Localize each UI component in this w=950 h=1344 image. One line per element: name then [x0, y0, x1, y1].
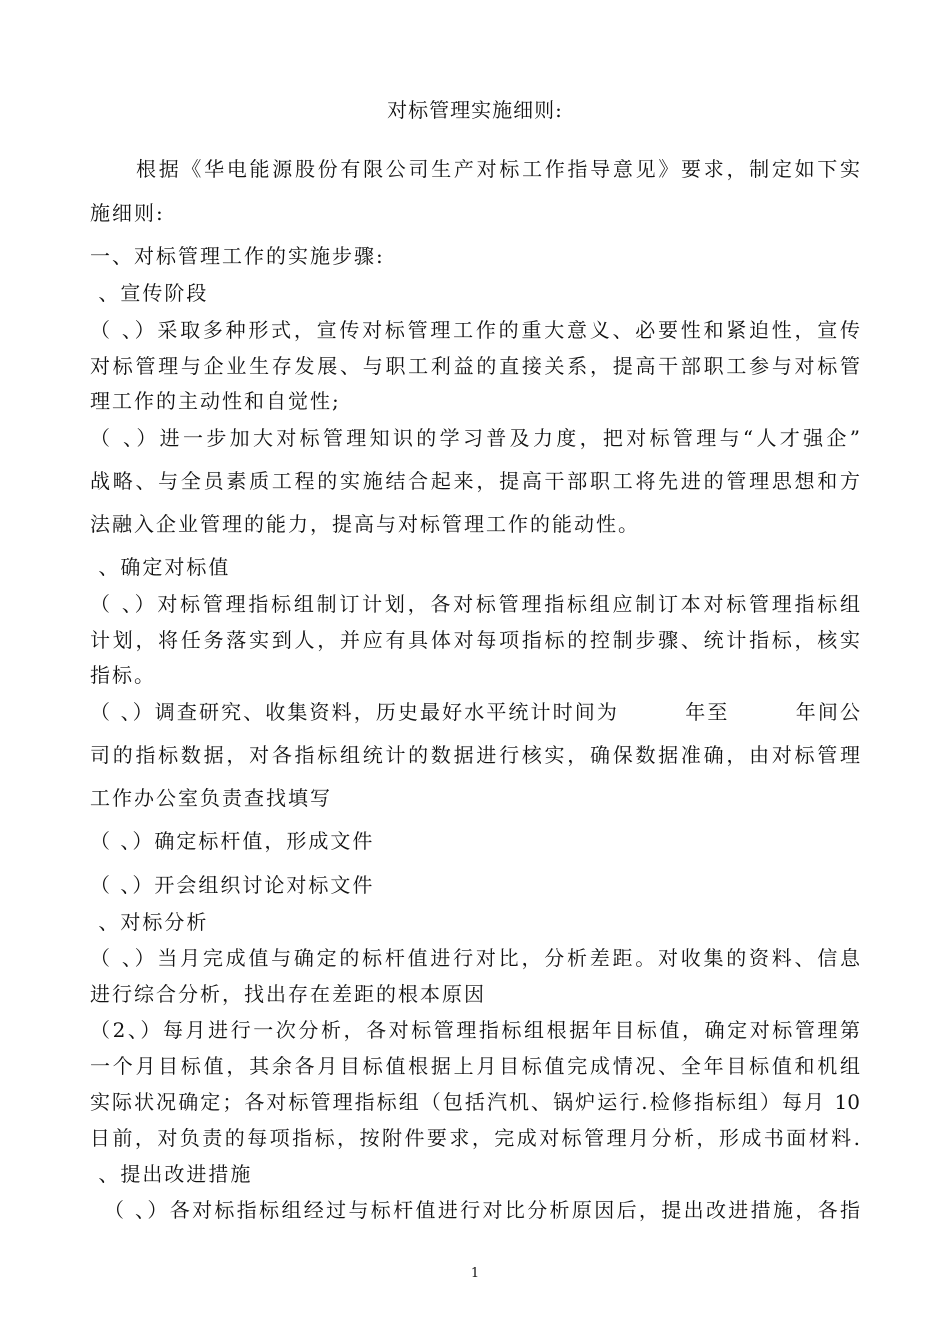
subsection-heading: 、对标分析 — [90, 910, 209, 934]
paragraph-line: （ 、）采取多种形式，宣传对标管理工作的重大意义、必要性和紧迫性，宣传 — [90, 318, 860, 342]
paragraph-line: （ 、）当月完成值与确定的标杆值进行对比，分析差距。对收集的资料、信息 — [90, 946, 860, 970]
paragraph-line: 司的指标数据，对各指标组统计的数据进行核实，确保数据准确，由对标管理 — [90, 743, 860, 767]
paragraph-line: （ 、）对标管理指标组制订计划，各对标管理指标组应制订本对标管理指标组 — [90, 592, 860, 616]
paragraph-line: （2、）每月进行一次分析，各对标管理指标组根据年目标值，确定对标管理第 — [90, 1018, 860, 1042]
section-heading: 一、对标管理工作的实施步骤: — [90, 244, 385, 268]
paragraph-line: （ 、）调查研究、收集资料，历史最好水平统计时间为 年至 年间公 — [90, 700, 860, 724]
paragraph-line: 根据《华电能源股份有限公司生产对标工作指导意见》要求，制定如下实 — [136, 157, 860, 181]
paragraph-line: 理工作的主动性和自觉性; — [90, 389, 341, 413]
paragraph-line: （ 、）确定标杆值，形成文件 — [90, 829, 375, 853]
paragraph-line: 进行综合分析，找出存在差距的根本原因 — [90, 982, 486, 1006]
subsection-heading: 、提出改进措施 — [90, 1162, 253, 1186]
paragraph-line: （ 、）开会组织讨论对标文件 — [90, 873, 375, 897]
paragraph-line: 法融入企业管理的能力，提高与对标管理工作的能动性。 — [90, 512, 640, 536]
paragraph-line: 施细则: — [90, 201, 165, 225]
document-title: 对标管理实施细则: — [387, 98, 563, 122]
paragraph-line: 工作办公室负责查找填写 — [90, 786, 332, 810]
paragraph-line: （ 、）各对标指标组经过与标杆值进行对比分析原因后，提出改进措施，各指 — [104, 1198, 860, 1222]
page-number: 1 — [470, 1266, 480, 1281]
paragraph-line: 一个月目标值，其余各月目标值根据上月目标值完成情况、全年目标值和机组 — [90, 1054, 860, 1078]
subsection-heading: 、确定对标值 — [90, 555, 231, 579]
paragraph-line: （ 、）进一步加大对标管理知识的学习普及力度，把对标管理与“人才强企” — [90, 426, 860, 450]
paragraph-line: 对标管理与企业生存发展、与职工利益的直接关系，提高干部职工参与对标管 — [90, 354, 860, 378]
subsection-heading: 、宣传阶段 — [90, 281, 209, 305]
paragraph-line: 实际状况确定；各对标管理指标组（包括汽机、锅炉运行.检修指标组）每月 10 — [90, 1090, 860, 1114]
paragraph-line: 计划，将任务落实到人，并应有具体对每项指标的控制步骤、统计指标，核实 — [90, 628, 860, 652]
paragraph-line: 指标。 — [90, 663, 156, 687]
paragraph-line: 战略、与全员素质工程的实施结合起来，提高干部职工将先进的管理思想和方 — [90, 469, 860, 493]
paragraph-line: 日前，对负责的每项指标，按附件要求，完成对标管理月分析，形成书面材料. — [90, 1126, 860, 1150]
